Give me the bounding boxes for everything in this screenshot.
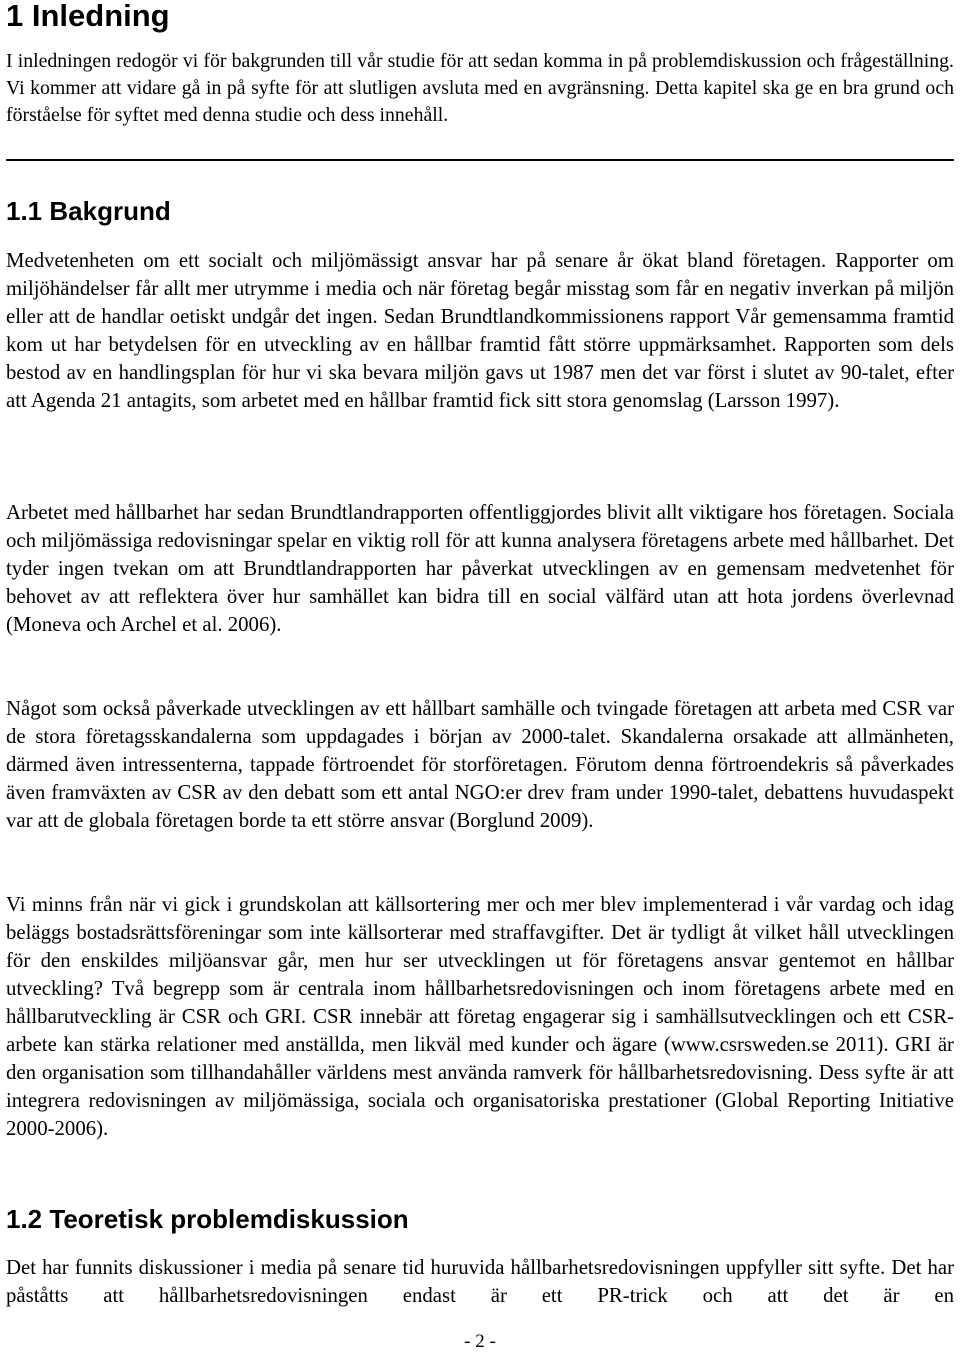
paragraph: Vi minns från när vi gick i grundskolan att källsortering mer och mer blev implementerad i vår vardag och idag beläggs bostadsrättsföreningar som inte källsorterar med straffavgifter. Det är tydligt åt vilket håll utvecklingen för den enskildes miljöansvar går, men hur ser utvecklingen ut för företagens ansvar gentemot en hållbar utveckling? Två begrepp som är centrala inom hållbarhetsredovisningen och inom företagens arbete med en hållbarutveckling är CSR och GRI. CSR innebär att företag engagerar sig i samhällsutvecklingen och ett CSR-arbete kan stärka relationer med anställda, men likväl med kunder och ägare (www.csrsweden.se 2011). GRI är den organisation som tillhandahåller världens mest använda ramverk för hållbarhetsredovisning. Dess syfte är att integrera redovisningen av miljömässiga, sociala och organisatoriska prestationer (Global Reporting Initiative 2000-2006). xyxy=(6,893,954,1140)
paragraph: Det har funnits diskussioner i media på senare tid huruvida hållbarhetsredovisningen uppfyller sitt syfte. Det har påståtts att hållbarhetsredovisningen endast är ett PR-trick och att det är en xyxy=(6,1256,954,1307)
page-number: - 2 - xyxy=(464,1331,496,1352)
section-title-bakgrund: 1.1 Bakgrund xyxy=(6,196,171,226)
chapter-intro: I inledningen redogör vi för bakgrunden till vår studie för att sedan komma in på problemdiskussion och frågeställning. Vi kommer att vidare gå in på syfte för att slutligen avsluta med en avgränsning. Detta kapitel ska ge en bra grund och förståelse för syftet med denna studie och dess innehåll. xyxy=(6,50,954,126)
chapter-title: 1 Inledning xyxy=(6,0,170,33)
paragraph: Något som också påverkade utvecklingen av ett hållbart samhälle och tvingade företagen att arbeta med CSR var de stora företagsskandalerna som uppdagades i början av 2000-talet. Skandalerna orsakade att allmänheten, därmed även intressenterna, tappade förtroendet för storföretagen. Förutom denna förtroendekris så påverkades även framväxten av CSR av den debatt som ett antal NGO:er drev fram under 1990-talet, debattens huvudaspekt var att de globala företagen borde ta ett större ansvar (Borglund 2009). xyxy=(6,697,954,832)
paragraph: Medvetenheten om ett socialt och miljömässigt ansvar har på senare år ökat bland företagen. Rapporter om miljöhändelser får allt mer utrymme i media och när företag begår misstag som får en negativ inverkan på miljön eller att de handlar oetiskt undgår det ingen. Sedan Brundtlandkommissionens rapport Vår gemensamma framtid kom ut har betydelsen för en utveckling av en hållbar framtid fått större uppmärksamhet. Rapporten som dels bestod av en handlingsplan för hur vi ska bevara miljön gavs ut 1987 men det var först i slutet av 90-talet, efter att Agenda 21 antagits, som arbetet med en hållbar framtid fick sitt stora genomslag (Larsson 1997). xyxy=(6,249,954,412)
paragraph: Arbetet med hållbarhet har sedan Brundtlandrapporten offentliggjordes blivit allt viktigare hos företagen. Sociala och miljömässiga redovisningar spelar en viktig roll för att kunna analysera företagens arbete med hållbarhet. Det tyder ingen tvekan om att Brundtlandrapporten har påverkat utvecklingen av en gemensam medvetenhet för behovet av att reflektera över hur samhället kan bidra till en social välfärd utan att hota jordens överlevnad (Moneva och Archel et al. 2006). xyxy=(6,501,954,636)
intro-divider xyxy=(6,159,954,161)
section-title-teoretisk: 1.2 Teoretisk problemdiskussion xyxy=(6,1204,409,1234)
